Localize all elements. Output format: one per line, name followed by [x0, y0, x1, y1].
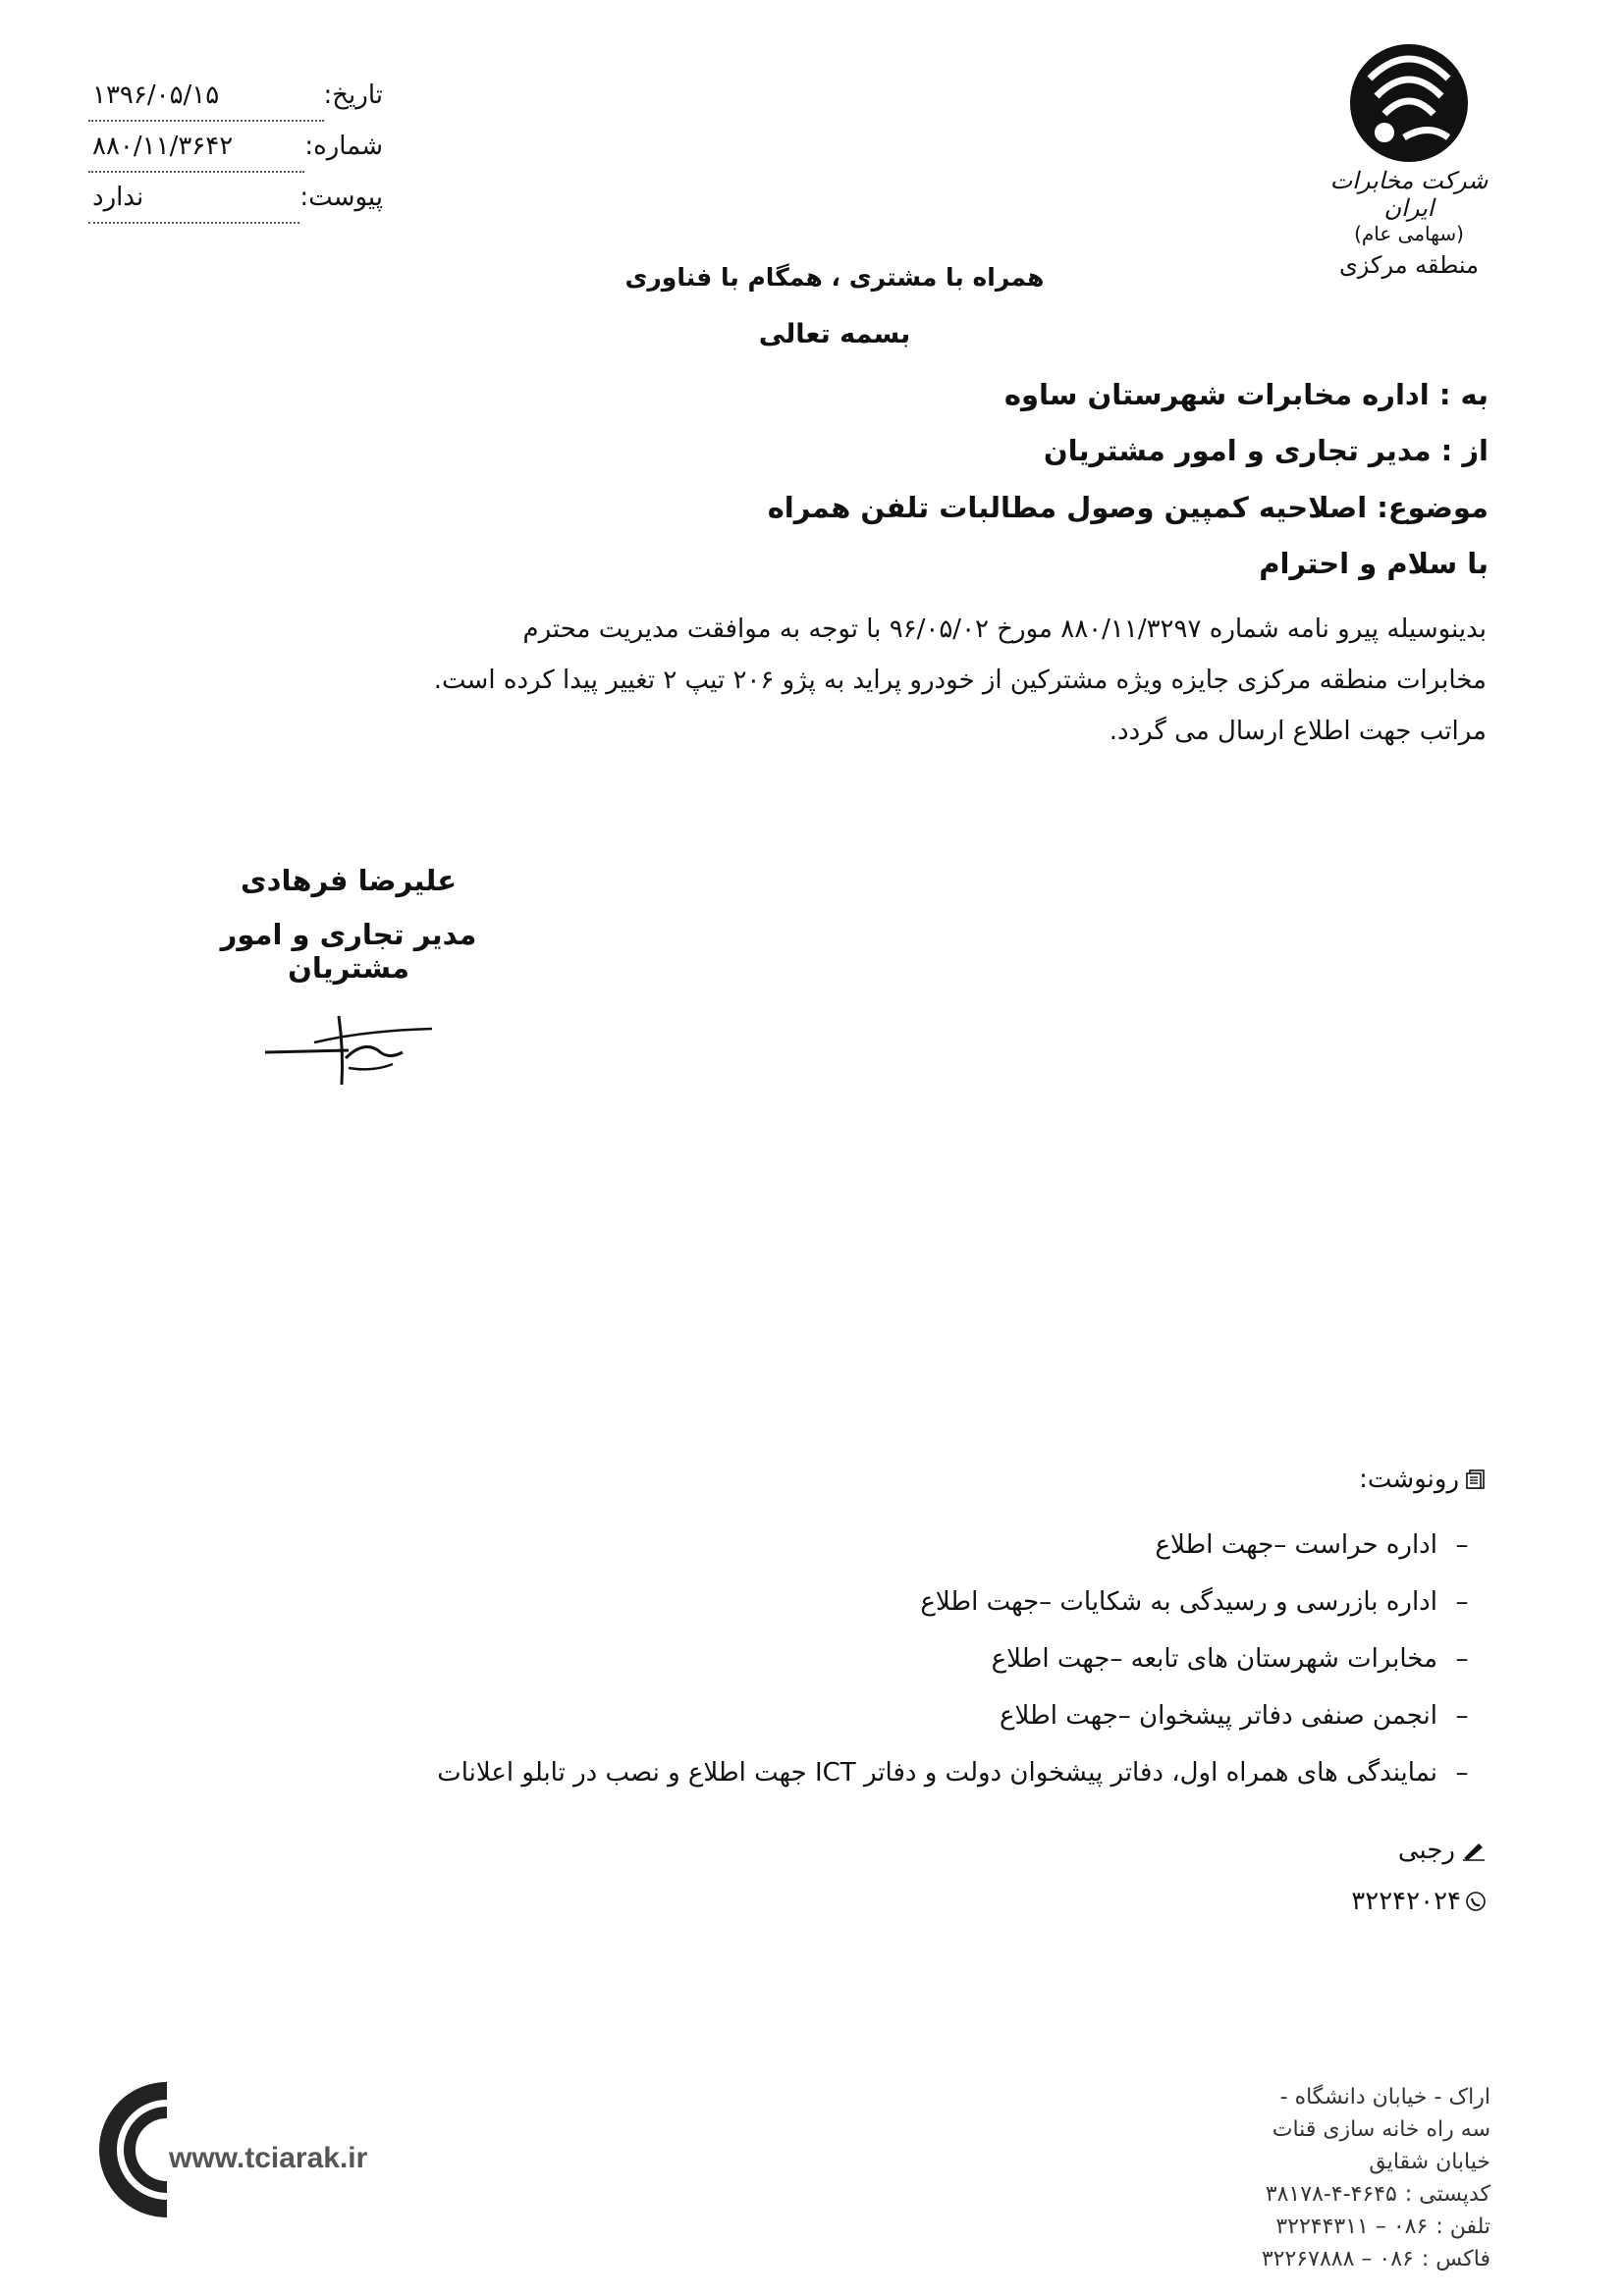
website-link[interactable]: www.tciarak.ir — [169, 2142, 368, 2174]
tci-logo-icon — [1345, 39, 1473, 167]
company-type: (سهامی عام) — [1354, 222, 1464, 245]
postal-row — [1137, 2178, 1490, 2211]
number-row — [88, 122, 383, 173]
body-line: مخابرات منطقه مرکزی جایزه ویژه مشترکین از خودرو پراید به پژو ۲۰۶ تیپ ۲ تغییر پیدا کرده است. — [433, 666, 1487, 695]
address-line: سه راه خانه سازی قنات — [1272, 2117, 1490, 2142]
cc-item: – اداره حراست –جهت اطلاع — [181, 1517, 1487, 1574]
slogan: همراه با مشتری ، همگام با فناوری — [624, 263, 1045, 292]
signatory-title: مدیر تجاری و امور مشتریان — [220, 918, 477, 985]
region-name: منطقه مرکزی — [1339, 251, 1479, 279]
postal-label: کدپستی : — [1404, 2182, 1490, 2207]
document-list-icon — [1465, 1468, 1487, 1490]
company-name: شرکت مخابرات ایران — [1329, 167, 1489, 222]
body-line: بدینوسیله پیرو نامه شماره ۸۸۰/۱۱/۳۲۹۷ مورخ ۹۶/۰۵/۰۲ با توجه به موافقت مدیریت محترم — [522, 614, 1487, 644]
recipient-line: به : اداره مخابرات شهرستان ساوه — [1003, 378, 1489, 411]
bismillah: بسمه تعالی — [758, 319, 911, 349]
attachment-value: ندارد — [88, 173, 299, 224]
letter-meta — [88, 71, 383, 224]
date-value: ۱۳۹۶/۰۵/۱۵ — [88, 71, 324, 122]
cc-title: رونوشت: — [1359, 1465, 1459, 1494]
number-value: ۸۸۰/۱۱/۳۶۴۲ — [88, 122, 304, 173]
date-label: تاریخ: — [323, 80, 383, 110]
address-line: خیابان شقایق — [1369, 2150, 1490, 2174]
tel-row — [1137, 2211, 1490, 2243]
phone-icon — [1465, 1891, 1487, 1912]
writer-line — [1398, 1836, 1487, 1865]
phone-line — [1351, 1887, 1487, 1916]
signatory-name: علیرضا فرهادی — [240, 864, 458, 897]
tel-label: تلفن : — [1435, 2215, 1490, 2239]
attachment-row — [88, 173, 383, 224]
cc-item: – انجمن صنفی دفاتر پیشخوان –جهت اطلاع — [181, 1687, 1487, 1744]
sender-line: از : مدیر تجاری و امور مشتریان — [1043, 434, 1489, 467]
body-line: مراتب جهت اطلاع ارسال می گردد. — [1109, 717, 1487, 746]
cc-heading — [1359, 1465, 1487, 1494]
cc-item: – نمایندگی های همراه اول، دفاتر پیشخوان دولت و دفاتر ICT جهت اطلاع و نصب در تابلو اعلانات — [181, 1744, 1487, 1801]
cc-list — [181, 1517, 1487, 1801]
handwritten-signature-icon — [255, 1011, 452, 1090]
number-label: شماره: — [304, 132, 383, 161]
cc-item: – اداره بازرسی و رسیدگی به شکایات –جهت اطلاع — [181, 1574, 1487, 1630]
fax-row — [1137, 2243, 1490, 2275]
letter-body — [136, 604, 1487, 757]
address-line: اراک - خیابان دانشگاه - — [1279, 2085, 1490, 2109]
fax-value: ۰۸۶ – ۳۲۲۶۷۸۸۸ — [1261, 2247, 1414, 2271]
postal-value: ۳۸۱۷۸-۴-۴۶۴۵ — [1265, 2182, 1397, 2207]
fax-label: فاکس : — [1421, 2247, 1490, 2271]
date-row — [88, 71, 383, 122]
subject-line: موضوع: اصلاحیه کمپین وصول مطالبات تلفن همراه — [767, 491, 1489, 524]
tel-value: ۰۸۶ – ۳۲۲۴۴۳۱۱ — [1275, 2215, 1429, 2239]
greeting-line: با سلام و احترام — [1259, 547, 1489, 580]
phone-number: ۳۲۲۴۲۰۲۴ — [1351, 1887, 1461, 1916]
cc-item: – مخابرات شهرستان های تابعه –جهت اطلاع — [181, 1630, 1487, 1687]
pen-icon — [1461, 1840, 1487, 1861]
company-logo-block — [1316, 39, 1502, 279]
footer-address — [1137, 2081, 1490, 2275]
writer-name: رجبی — [1397, 1836, 1455, 1865]
attachment-label: پیوست: — [299, 183, 383, 212]
